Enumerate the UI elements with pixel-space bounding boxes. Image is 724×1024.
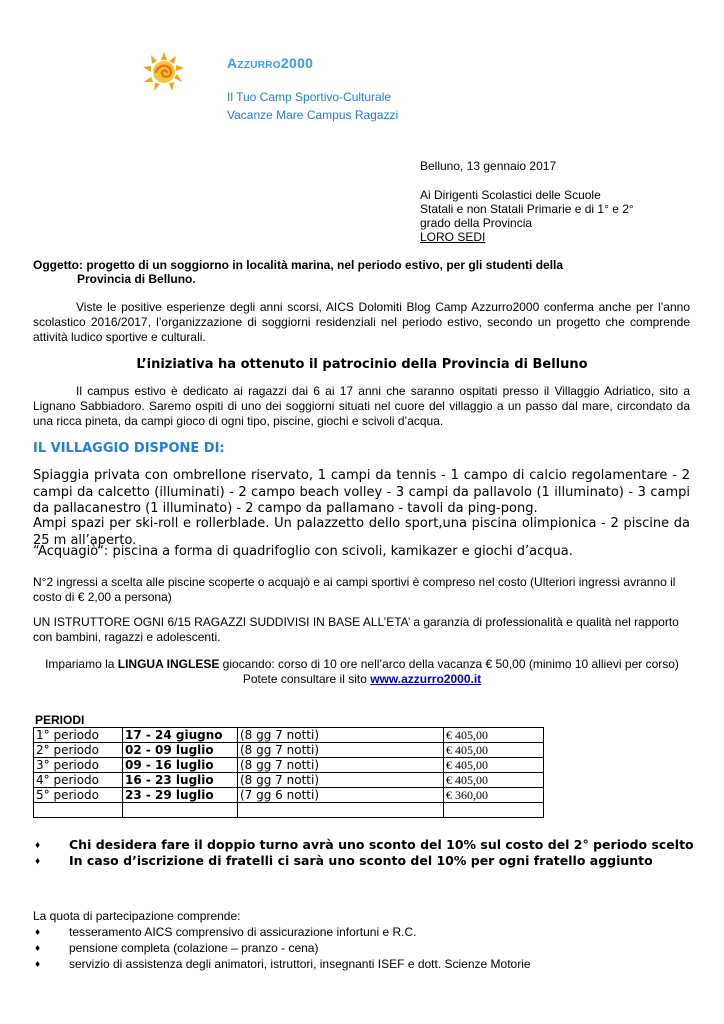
period-label: 5° periodo: [34, 788, 123, 803]
period-price: € 405,00: [444, 773, 544, 788]
letter-date: Belluno, 13 gennaio 2017: [420, 159, 557, 173]
subject-line-1: Oggetto: progetto di un soggiorno in località marina, nel periodo estivo, per gli studenti della: [33, 258, 564, 272]
period-label: 3° periodo: [34, 758, 123, 773]
instructor-rest: a garanzia di professionalità e qualità nel rapporto con bambini, ragazzi e adolescenti.: [33, 615, 679, 644]
quota-item: servizio di assistenza degli animatori, istruttori, insegnanti ISEF e dott. Scienze Motorie: [69, 957, 531, 971]
diamond-bullet-icon: ♦: [35, 927, 41, 938]
diamond-bullet-icon: ♦: [35, 856, 41, 867]
periods-heading: PERIODI: [35, 713, 85, 727]
tagline-1: Il Tuo Camp Sportivo-Culturale: [227, 90, 392, 104]
table-row: [34, 788, 544, 803]
discount-double-turn: Chi desidera fare il doppio turno avrà uno sconto del 10% sul costo del 2° periodo scelto: [69, 837, 694, 852]
period-price: € 405,00: [444, 743, 544, 758]
recipient-line: Ai Dirigenti Scolastici delle Scuole: [420, 188, 601, 202]
pools-paragraph: N°2 ingressi a scelta alle piscine scoperte o acquajò e ai campi sportivi è compreso nel costo (Ulteriori ingressi avranno il costo di € 2,00 a persona): [33, 575, 676, 604]
table-row: [34, 743, 544, 758]
village-acquagio: “Acquagiò“: piscina a forma di quadrifoglio con scivoli, kamikazer e giochi d’acqua.: [33, 544, 573, 559]
period-duration: (8 gg 7 notti): [238, 758, 444, 773]
period-duration: (7 gg 6 notti): [238, 788, 444, 803]
instructor-caps: UN ISTRUTTORE OGNI 6/15 RAGAZZI SUDDIVISI IN BASE ALL’ETA’: [33, 615, 410, 629]
recipient-line: Statali e non Statali Primarie e di 1° e 2°: [420, 202, 634, 216]
period-price: € 360,00: [444, 788, 544, 803]
recipient-sedi: LORO SEDI: [420, 230, 486, 244]
period-price: € 405,00: [444, 728, 544, 743]
quota-item: pensione completa (colazione – pranzo - cena): [69, 941, 319, 955]
period-label: 4° periodo: [34, 773, 123, 788]
period-duration: (8 gg 7 notti): [238, 773, 444, 788]
table-row: [34, 758, 544, 773]
period-dates: 02 - 09 luglio: [123, 743, 238, 758]
intro-paragraph: Viste le positive esperienze degli anni scorsi, AICS Dolomiti Blog Camp Azzurro2000 conferma anche per l’anno scolastico 2016/2017, l’organizzazione di soggiorni residenziali nel periodo estivo, secondo un progetto che comprende attività ludico sportive e culturali.: [33, 300, 690, 344]
recipient-block: [420, 188, 634, 244]
period-dates: 09 - 16 luglio: [123, 758, 238, 773]
periods-table: [33, 727, 544, 818]
village-spaces: Ampi spazi per ski-roll e rollerblade. Un palazzetto dello sport,una piscina olimpionica - 2 piscine da 25 m all’aperto.: [33, 516, 690, 548]
brand-name: AZZURRO2000: [227, 55, 314, 71]
diamond-bullet-icon: ♦: [35, 943, 41, 954]
period-dates: 17 - 24 giugno: [123, 728, 238, 743]
period-duration: (8 gg 7 notti): [238, 743, 444, 758]
village-heading: IL VILLAGGIO DISPONE DI:: [33, 441, 225, 456]
sun-logo-icon: [140, 50, 188, 94]
subject-line-2: Provincia di Belluno.: [77, 272, 196, 286]
diamond-bullet-icon: ♦: [35, 840, 41, 851]
tagline-2: Vacanze Mare Campus Ragazzi: [227, 108, 399, 122]
village-facilities: Spiaggia privata con ombrellone riservato, 1 campi da tennis - 1 campo di calcio regolamentare - 2 campi da calcetto (illuminati) - 2 campo beach volley - 3 campi da pallavolo (1 illuminato) - 3 campi da pallacanestro (1 illuminato) - 2 campo da pallamano - tavoli da ping-pong.: [33, 468, 690, 516]
recipient-line: grado della Provincia: [420, 216, 533, 230]
period-label: 2° periodo: [34, 743, 123, 758]
site-line: Potete consultare il sito www.azzurro2000.it: [242, 672, 482, 686]
english-bold: LINGUA INGLESE: [117, 657, 220, 671]
table-row: [34, 773, 544, 788]
patronage-heading: L’iniziativa ha ottenuto il patrocinio della Provincia di Belluno: [136, 357, 588, 372]
quota-intro: La quota di partecipazione comprende:: [33, 909, 241, 923]
website-link[interactable]: www.azzurro2000.it: [370, 672, 482, 686]
period-dates: 16 - 23 luglio: [123, 773, 238, 788]
campus-paragraph: Il campus estivo è dedicato ai ragazzi dai 6 ai 17 anni che saranno ospitati presso il Villaggio Adriatico, sito a Lignano Sabbiadoro. Saremo ospiti di uno dei soggiorni situati nel cuore del villaggio a un passo dal mare, circondato da una ricca pineta, da campi gioco di ogni tipo, piscine, giochi e scivoli d’acqua.: [33, 384, 690, 428]
period-dates: 23 - 29 luglio: [123, 788, 238, 803]
period-price: € 405,00: [444, 758, 544, 773]
instructor-paragraph: [33, 615, 693, 645]
english-course: Impariamo la LINGUA INGLESE giocando: corso di 10 ore nell’arco della vacanza € 50,00 (minimo 10 allievi per corso): [45, 657, 679, 671]
diamond-bullet-icon: ♦: [35, 959, 41, 970]
discount-siblings: In caso d’iscrizione di fratelli ci sarà uno sconto del 10% per ogni fratello aggiunto: [69, 853, 653, 868]
table-row: [34, 728, 544, 743]
table-row-empty: [34, 803, 544, 818]
period-label: 1° periodo: [34, 728, 123, 743]
quota-item: tesseramento AICS comprensivo di assicurazione infortuni e R.C.: [69, 925, 417, 939]
period-duration: (8 gg 7 notti): [238, 728, 444, 743]
